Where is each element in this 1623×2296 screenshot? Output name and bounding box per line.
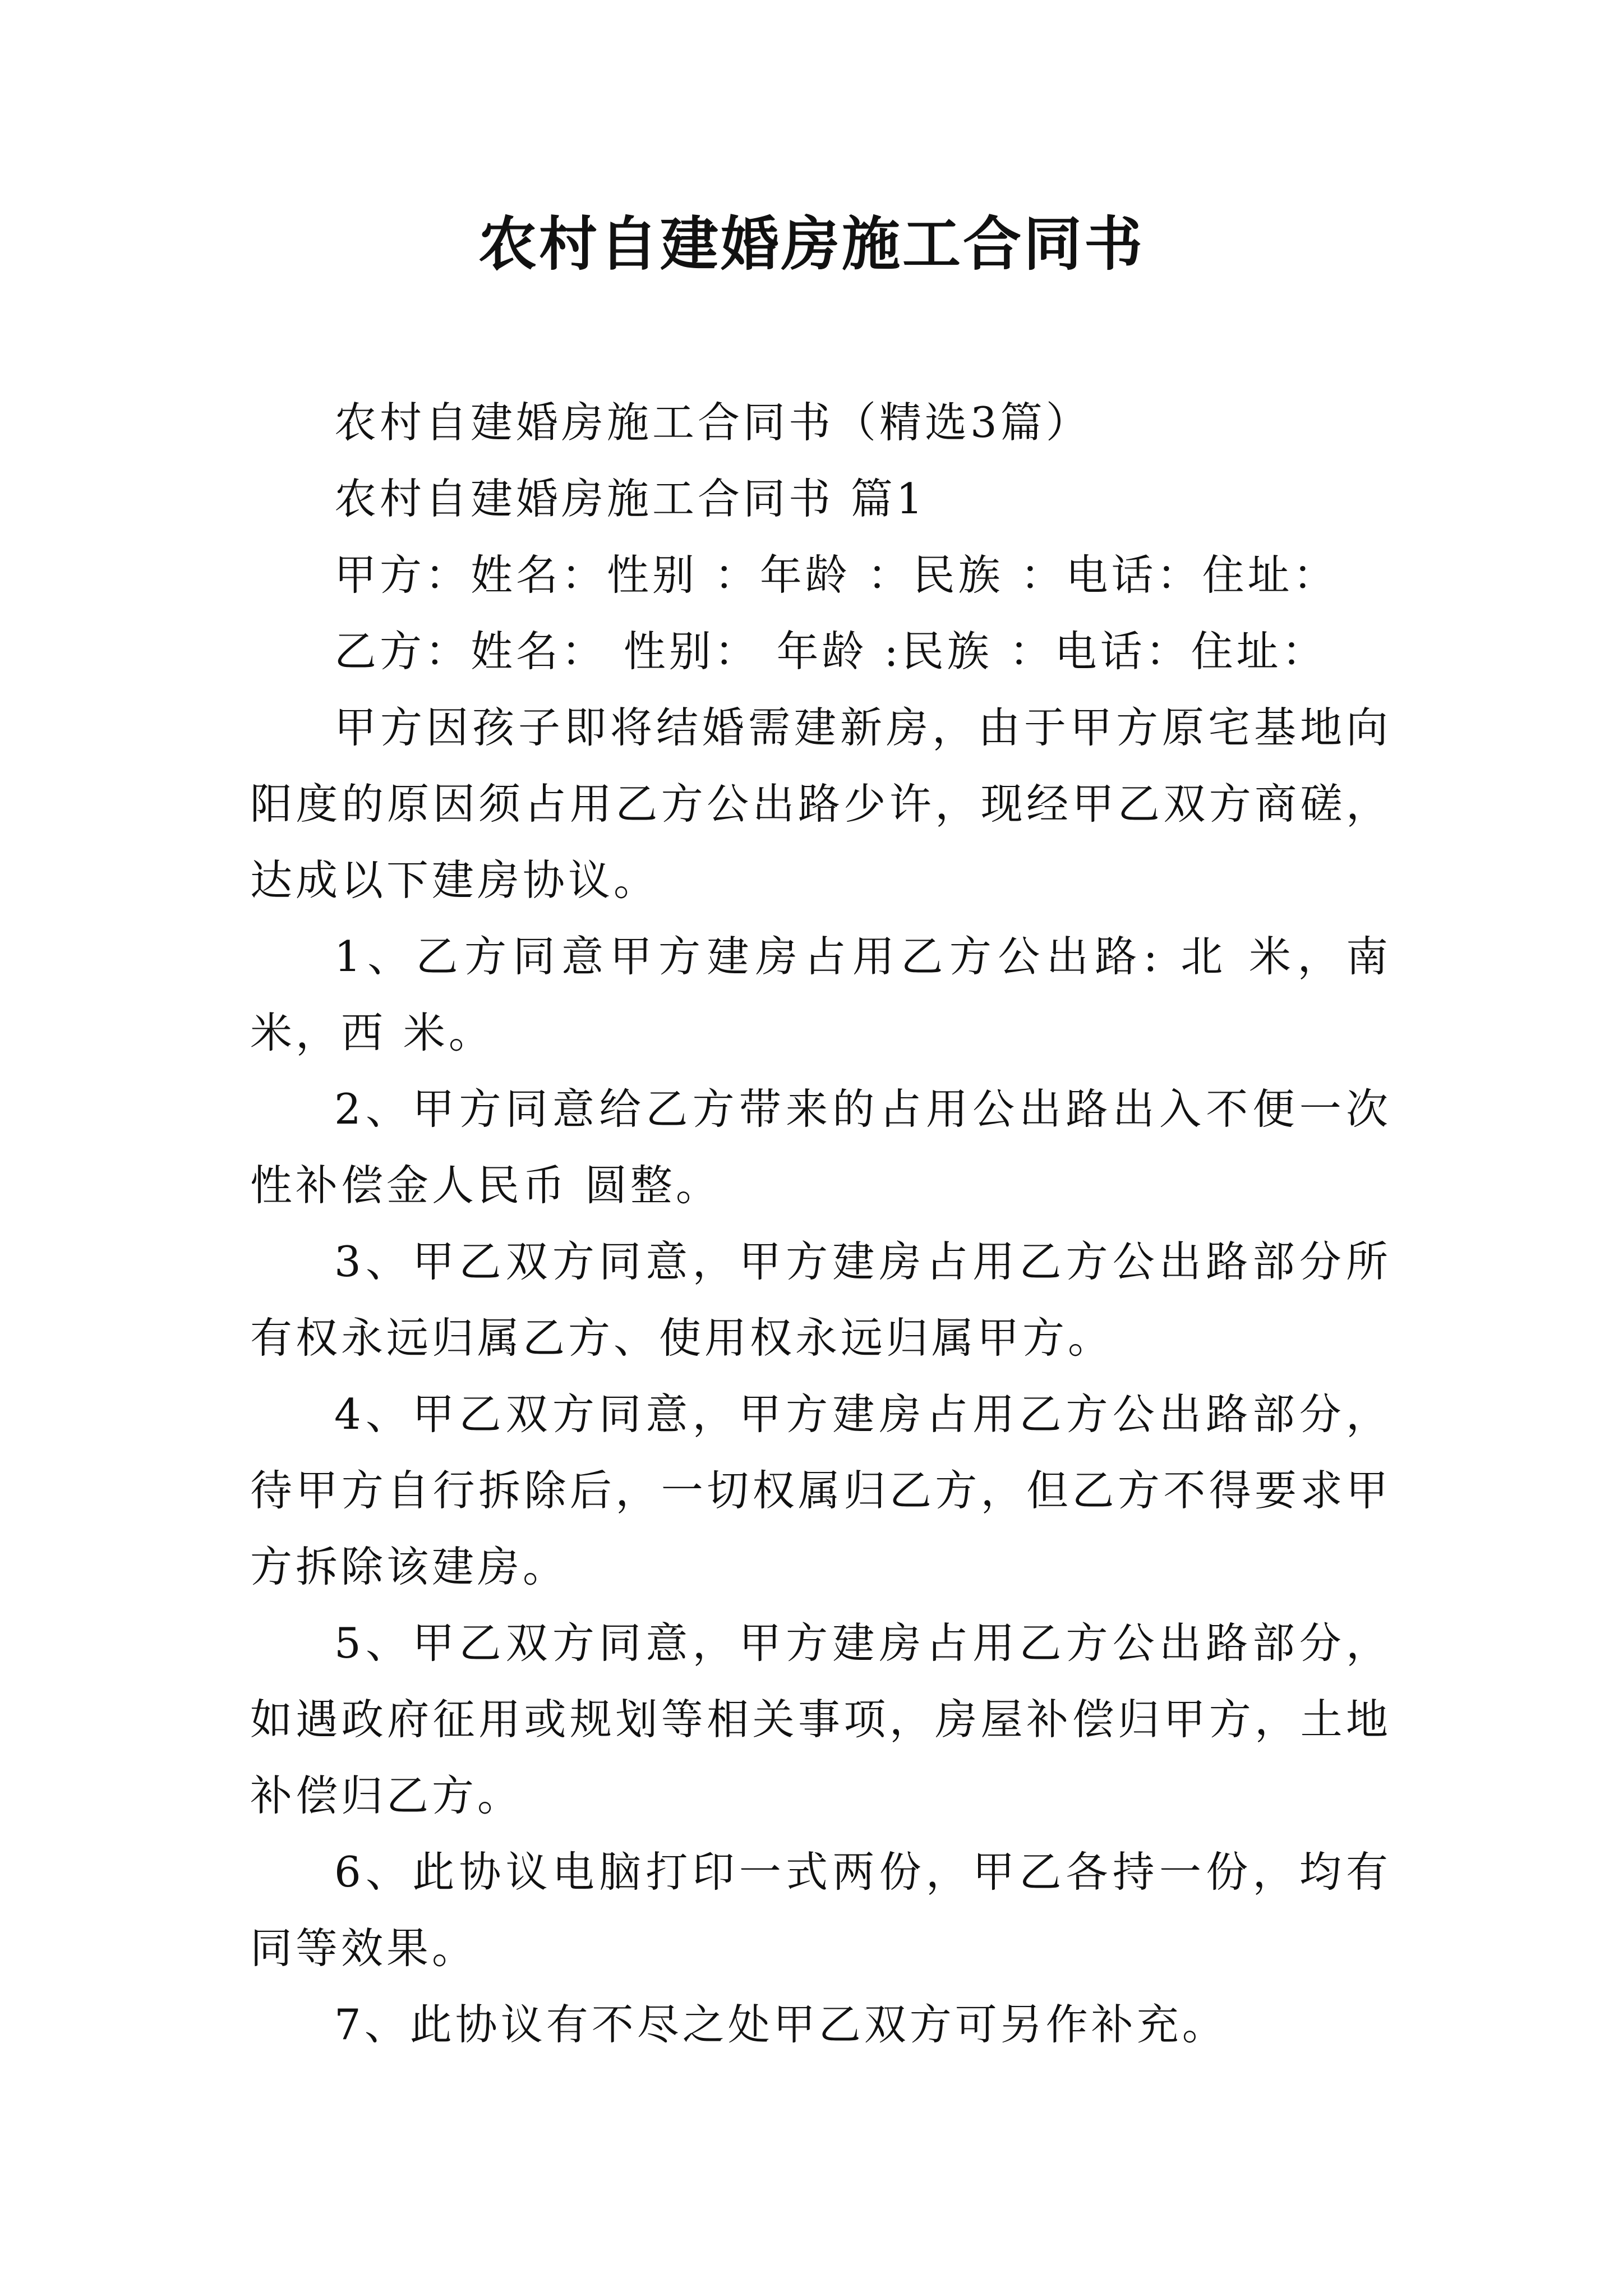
document-title: 农村自建婚房施工合同书 (478, 209, 1145, 278)
paragraph-clause-2: 2、甲方同意给乙方带来的占用公出路出入不便一次性补偿金人民币 圆整。 (250, 1084, 1391, 1210)
paragraph-clause-1: 1、乙方同意甲方建房占用乙方公出路: 北 米，南 米，西 米。 (250, 932, 1408, 1057)
paragraph-clause-6: 6、此协议电脑打印一式两份，甲乙各持一份，均有同等效果。 (250, 1847, 1391, 1973)
paragraph-clause-4: 4、甲乙双方同意，甲方建房占用乙方公出路部分，待甲方自行拆除后，一切权属归乙方，但乙方不得要求甲方拆除该建房。 (250, 1389, 1391, 1591)
paragraph-clause-7: 7、此协议有不尽之处甲乙双方可另作补充。 (334, 2000, 1228, 2049)
paragraph-clause-5: 5、甲乙双方同意，甲方建房占用乙方公出路部分，如遇政府征用或规划等相关事项，房屋补偿归甲方，土地补偿归乙方。 (250, 1618, 1391, 1820)
paragraph-clause-3: 3、甲乙双方同意，甲方建房占用乙方公出路部分所有权永远归属乙方、使用权永远归属甲方。 (250, 1237, 1391, 1363)
paragraph-party-a: 甲方：姓名：性别 ：年龄 ：民族 ：电话：住址： (334, 550, 1339, 600)
document-body (250, 384, 1408, 2063)
paragraph-subtitle: 农村自建婚房施工合同书（精选3篇） (334, 398, 1091, 447)
paragraph-section-heading: 农村自建婚房施工合同书 篇1 (334, 474, 926, 523)
paragraph-party-b: 乙方：姓名： 性别： 年龄 :民族 ：电话：住址： (334, 627, 1327, 676)
paragraph-preamble: 甲方因孩子即将结婚需建新房，由于甲方原宅基地向阳度的原因须占用乙方公出路少许，现经甲乙双方商磋，达成以下建房协议。 (250, 703, 1391, 905)
